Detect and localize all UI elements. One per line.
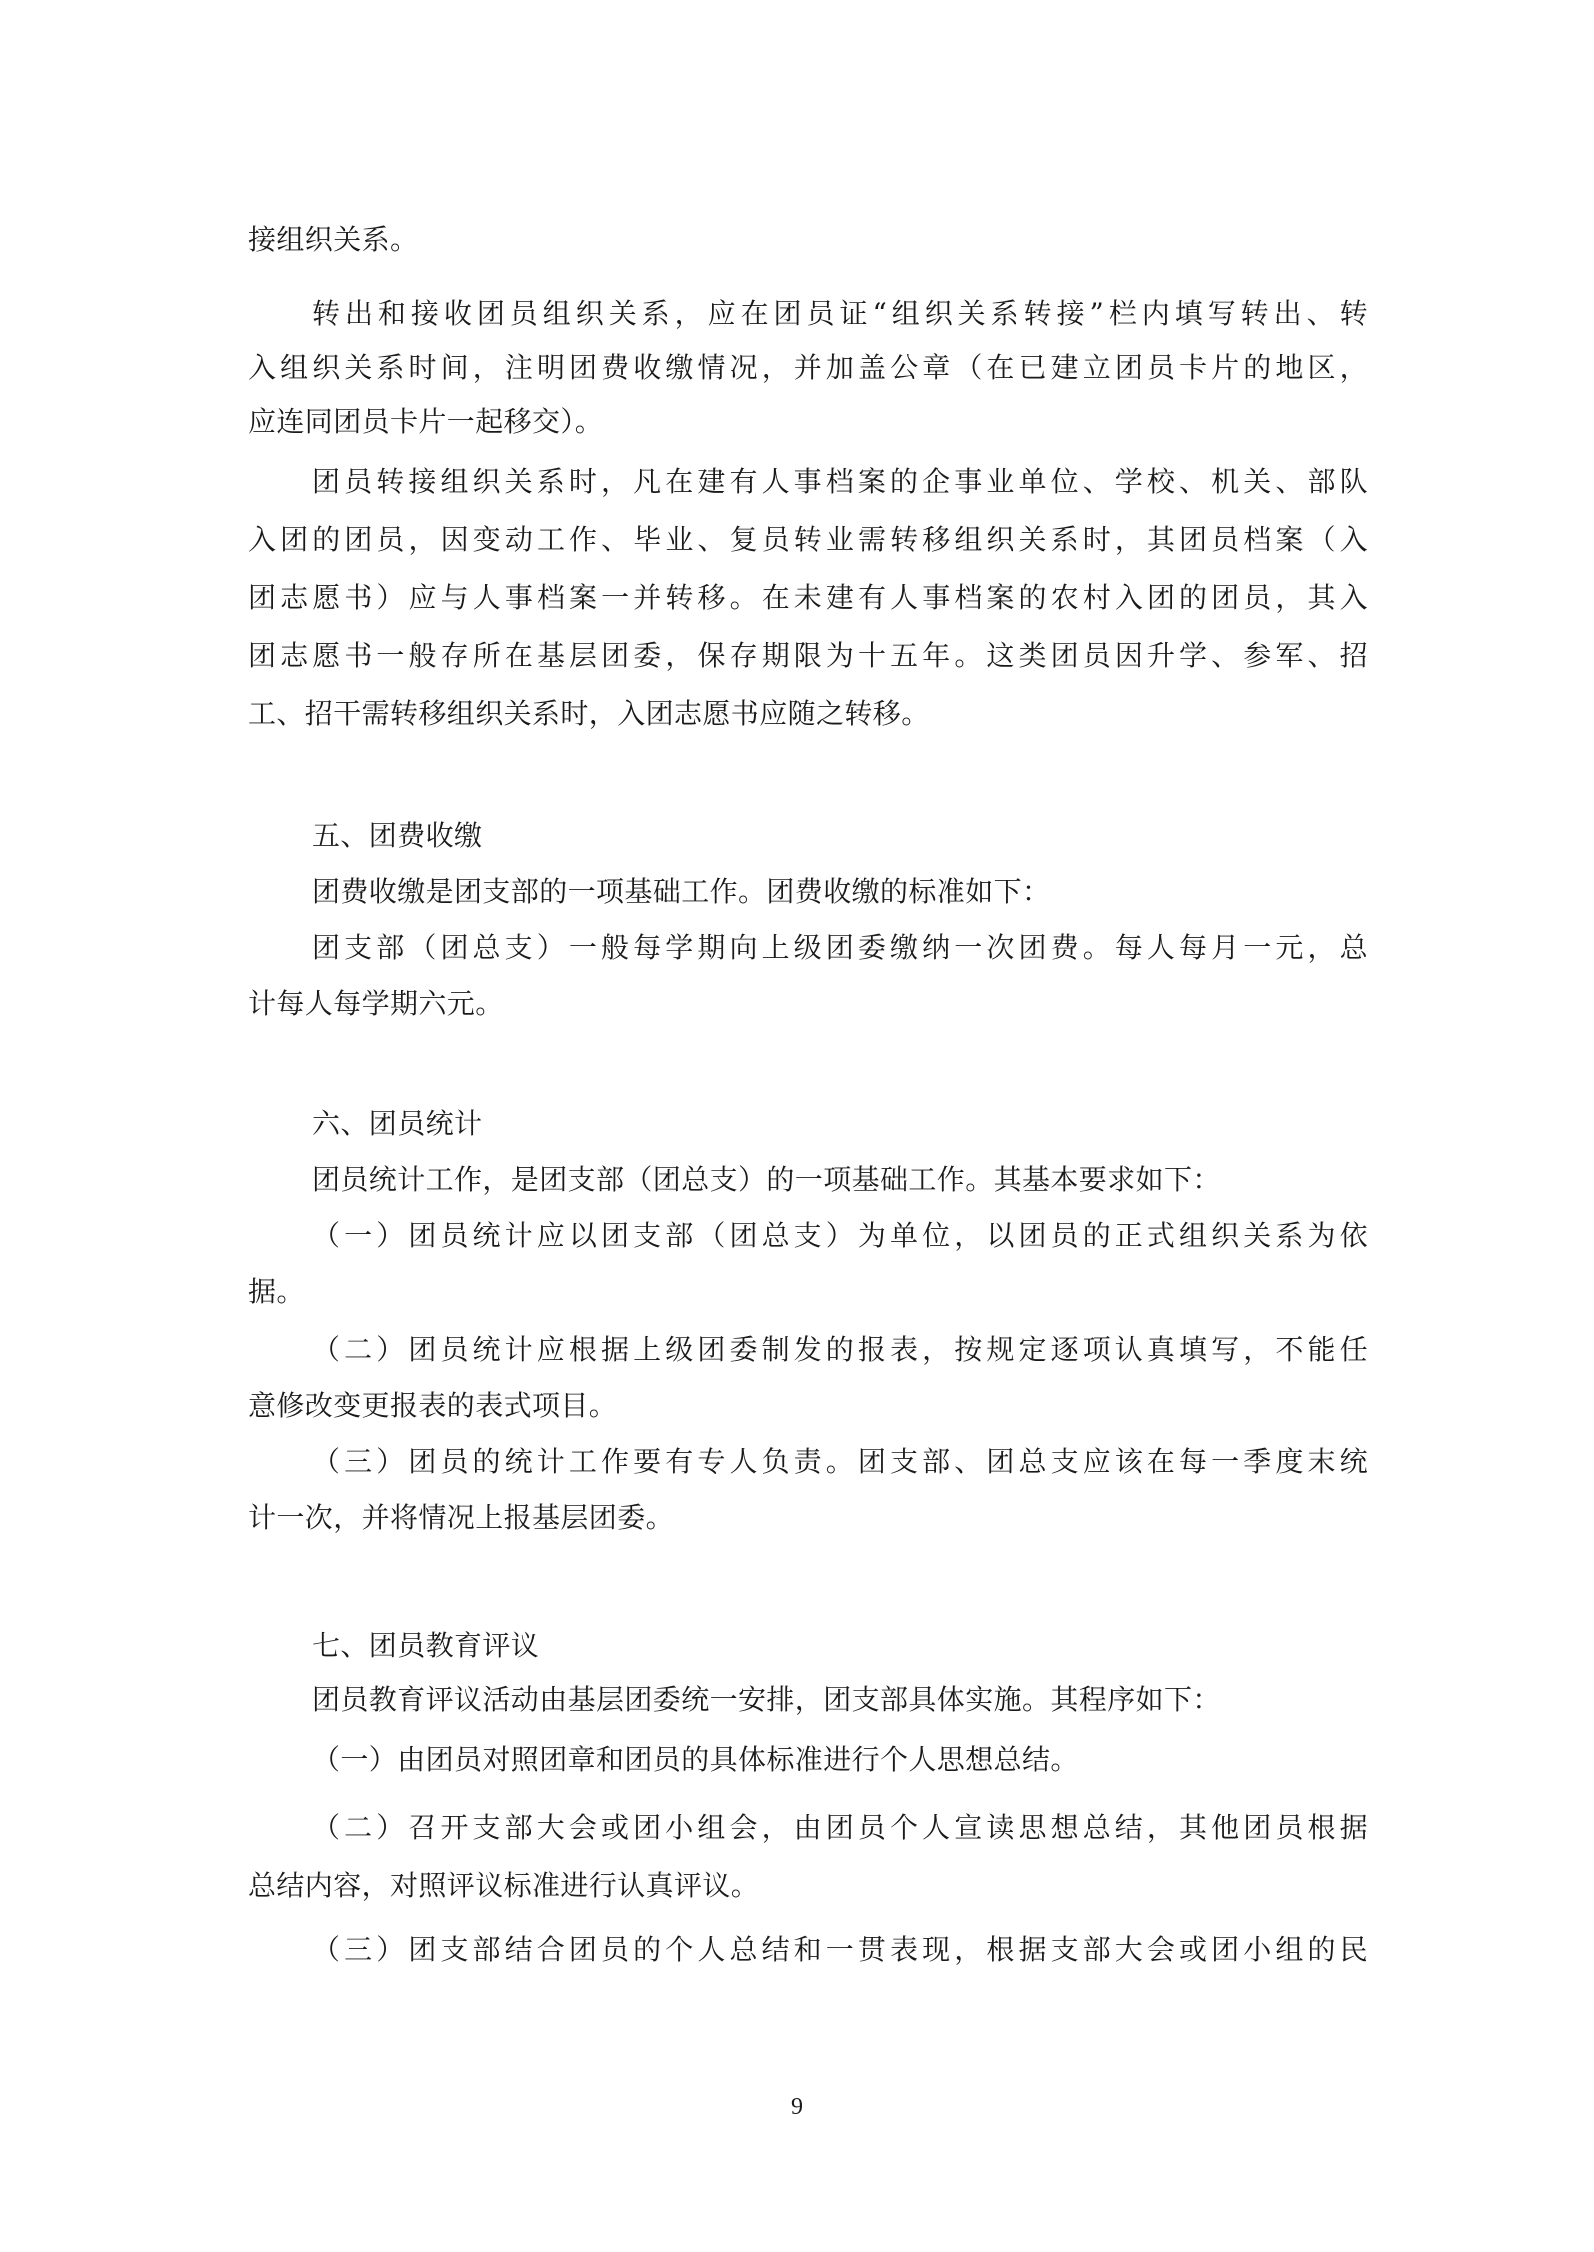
paragraph-first-line: 转出和接收团员组织关系，应在团员证“组织关系转接”栏内填写转出、转 [312,297,1368,330]
paragraph-first-line: 团员教育评议活动由基层团委统一安排，团支部具体实施。其程序如下： [312,1683,1221,1716]
section-heading: 六、团员统计 [312,1107,483,1140]
text-line: 工、招干需转移组织关系时，入团志愿书应随之转移。 [248,697,930,730]
paragraph-first-line: 团费收缴是团支部的一项基础工作。团费收缴的标准如下： [312,875,1051,908]
text-line: 入团的团员，因变动工作、毕业、复员转业需转移组织关系时，其团员档案（入 [248,523,1368,556]
paragraph-first-line: 团支部（团总支）一般每学期向上级团委缴纳一次团费。每人每月一元，总 [312,931,1368,964]
paragraph-first-line: （二）团员统计应根据上级团委制发的报表，按规定逐项认真填写，不能任 [312,1333,1368,1366]
text-line: 计一次，并将情况上报基层团委。 [248,1501,675,1534]
page-number: 9 [791,2094,803,2120]
section-heading: 五、团费收缴 [312,819,483,852]
paragraph-first-line: （二）召开支部大会或团小组会，由团员个人宣读思想总结，其他团员根据 [312,1811,1368,1844]
paragraph-first-line: （一）团员统计应以团支部（团总支）为单位，以团员的正式组织关系为依 [312,1219,1368,1252]
text-line: 团志愿书）应与人事档案一并转移。在未建有人事档案的农村入团的团员，其入 [248,581,1368,614]
paragraph-first-line: （三）团员的统计工作要有专人负责。团支部、团总支应该在每一季度末统 [312,1445,1368,1478]
paragraph-first-line: 团员转接组织关系时，凡在建有人事档案的企事业单位、学校、机关、部队 [312,465,1368,498]
paragraph-first-line: （一）由团员对照团章和团员的具体标准进行个人思想总结。 [312,1743,1079,1776]
text-line: 意修改变更报表的表式项目。 [248,1389,618,1422]
text-line: 接组织关系。 [248,223,419,256]
section-heading: 七、团员教育评议 [312,1629,540,1662]
paragraph-first-line: （三）团支部结合团员的个人总结和一贯表现，根据支部大会或团小组的民 [312,1933,1368,1966]
paragraph-first-line: 团员统计工作，是团支部（团总支）的一项基础工作。其基本要求如下： [312,1163,1221,1196]
text-line: 入组织关系时间，注明团费收缴情况，并加盖公章（在已建立团员卡片的地区， [248,351,1368,384]
text-line: 团志愿书一般存所在基层团委，保存期限为十五年。这类团员因升学、参军、招 [248,639,1368,672]
text-line: 计每人每学期六元。 [248,987,504,1020]
text-line: 总结内容，对照评议标准进行认真评议。 [248,1869,760,1902]
text-line: 据。 [248,1275,305,1308]
text-line: 应连同团员卡片一起移交）。 [248,405,604,438]
